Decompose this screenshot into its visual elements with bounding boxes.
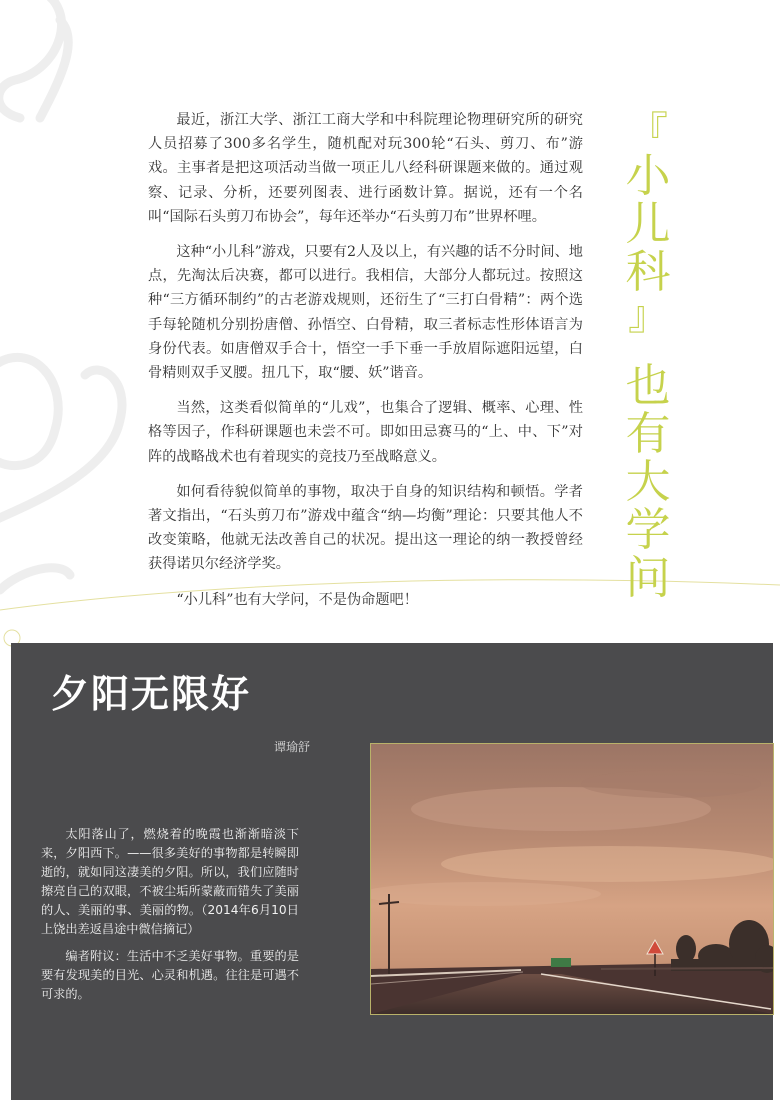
top-paragraph-1: 最近，浙江大学、浙江工商大学和中科院理论物理研究所的研究人员招募了300多名学生，随机配对玩300轮“石头、剪刀、布”游戏。主事者是把这项活动当做一项正儿八经科研课题来做的。通过观察、记录、分析，还要列图表、进行函数计算。据说，还有一个名叫“国际石头剪刀布协会”，每年还举办“石头剪刀布”世界杯哩。 bbox=[148, 112, 583, 225]
bottom-article-author: 谭瑜舒 bbox=[274, 740, 311, 754]
title-char: 大 bbox=[625, 455, 671, 508]
title-bracket-close: 』 bbox=[628, 293, 668, 339]
bottom-article-body bbox=[41, 825, 299, 1012]
title-char: 小 bbox=[625, 149, 671, 202]
bottom-article-title: 夕阳无限好 bbox=[51, 672, 252, 716]
top-paragraph-2: 这种“小儿科”游戏，只要有2人及以上，有兴趣的话不分时间、地点，先淘汰后决赛，都可以进行。我相信，大部分人都玩过。按照这种“三方循环制约”的古老游戏规则，还衍生了“三打白骨精”：两个选手每轮随机分别扮唐僧、孙悟空、白骨精，取三者标志性形体语言为身份代表。如唐僧双手合十，悟空一手下垂一手放眉际遮阳远望，白骨精则双手叉腰。扭几下，取“腰、妖”谐音。 bbox=[148, 244, 583, 382]
bottom-article-panel bbox=[11, 643, 773, 1100]
title-char: 儿 bbox=[625, 197, 671, 250]
top-article-title bbox=[618, 109, 678, 604]
bottom-paragraph-1: 太阳落山了，燃烧着的晚霞也渐渐暗淡下来，夕阳西下。——很多美好的事物都是转瞬即逝的，就如同这凄美的夕阳。所以，我们应随时擦亮自己的双眼，不被尘垢所蒙蔽而错失了美丽的人、美丽的事、美丽的物。（2014年6月10日上饶出差返昌途中微信摘记） bbox=[41, 827, 299, 936]
title-char: 学 bbox=[625, 503, 671, 556]
top-paragraph-3: 当然，这类看似简单的“儿戏”，也集合了逻辑、概率、心理、性格等因子，作科研课题也未尝不可。即如田忌赛马的“上、中、下”对阵的战略战术也有着现实的竞技乃至战略意义。 bbox=[148, 400, 583, 465]
top-paragraph-4: 如何看待貌似简单的事物，取决于自身的知识结构和顿悟。学者著文指出，“石头剪刀布”游戏中蕴含“纳—均衡”理论：只要其他人不改变策略，他就无法改善自己的状况。提出这一理论的纳一教授曾经获得诺贝尔经济学奖。 bbox=[148, 483, 583, 573]
top-article-body bbox=[148, 108, 583, 623]
title-char: 科 bbox=[625, 245, 671, 298]
top-paragraph-5: “小儿科”也有大学问，不是伪命题吧！ bbox=[176, 591, 418, 608]
title-char: 也 bbox=[625, 359, 671, 412]
title-char: 有 bbox=[625, 407, 671, 460]
sunset-road-photo bbox=[370, 743, 774, 1015]
bottom-paragraph-2: 编者附议：生活中不乏美好事物。重要的是要有发现美的目光、心灵和机遇。往往是可遇不可求的。 bbox=[41, 949, 299, 1001]
title-bracket-open: 『 bbox=[628, 109, 668, 155]
title-char: 问 bbox=[625, 551, 671, 604]
